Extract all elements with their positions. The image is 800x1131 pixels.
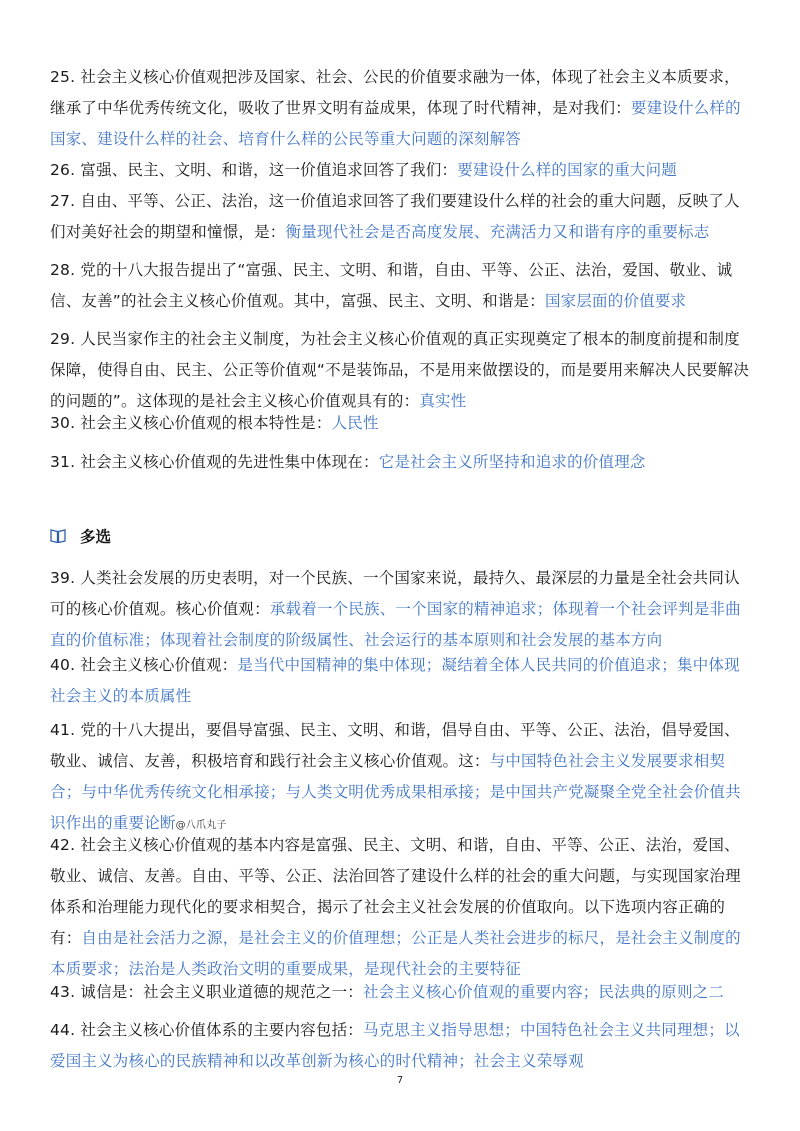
question-41: 41. 党的十八大提出，要倡导富强、民主、文明、和谐，倡导自由、平等、公正、法治，倡导爱国、敬业、诚信、友善，积极培育和践行社会主义核心价值观。这：与中国特色社会主义发展要求相契合；与中华优秀传统文化相承接；与人类文明优秀成果相承接；是中国共产党凝聚全党全社会价值共识作出的重要论断@八爪丸子 bbox=[50, 721, 741, 832]
answer-25: 要建设什么样的国家、建设什么样的社会、培育什么样的公民等重大问题的深刻解答 bbox=[50, 99, 741, 148]
question-29: 29. 人民当家作主的社会主义制度，为社会主义核心价值观的真正实现奠定了根本的制度前提和制度保障，使得自由、民主、公正等价值观“不是装饰品，不是用来做摆设的，而是要用来解决人民要解决的问题的”。这体现的是社会主义核心价值观具有的：真实性 bbox=[50, 330, 750, 410]
answer-31: 它是社会主义所坚持和追求的价值理念 bbox=[378, 453, 646, 471]
answer-26: 要建设什么样的国家的重大问题 bbox=[457, 161, 677, 179]
page-number: 7 bbox=[396, 1075, 404, 1086]
answer-44: 马克思主义指导思想；中国特色社会主义共同理想；以爱国主义为核心的民族精神和以改革创新为核心的时代精神；社会主义荣辱观 bbox=[50, 1021, 740, 1070]
question-28: 28. 党的十八大报告提出了“富强、民主、文明、和谐，自由、平等、公正、法治，爱国、敬业、诚信、友善”的社会主义核心价值观。其中，富强、民主、文明、和谐是：国家层面的价值要求 bbox=[50, 261, 733, 310]
book-icon bbox=[50, 529, 66, 543]
answer-39: 承载着一个民族、一个国家的精神追求；体现着一个社会评判是非曲直的价值标准；体现着社会制度的阶级属性、社会运行的基本原则和社会发展的基本方向 bbox=[50, 600, 741, 649]
answer-30: 人民性 bbox=[331, 414, 379, 432]
author-signature: @八爪丸子 bbox=[175, 820, 227, 831]
question-44: 44. 社会主义核心价值体系的主要内容包括：马克思主义指导思想；中国特色社会主义共同理想；以爱国主义为核心的民族精神和以改革创新为核心的时代精神；社会主义荣辱观 bbox=[50, 1021, 740, 1070]
answer-41: 与中国特色社会主义发展要求相契合；与中华优秀传统文化相承接；与人类文明优秀成果相承接；是中国共产党凝聚全党全社会价值共识作出的重要论断 bbox=[50, 752, 741, 832]
section-header-multiple-choice bbox=[50, 524, 111, 548]
question-25: 25. 社会主义核心价值观把涉及国家、社会、公民的价值要求融为一体，体现了社会主义本质要求，继承了中华优秀传统文化，吸收了世界文明有益成果，体现了时代精神，是对我们：要建设什么样的国家、建设什么样的社会、培育什么样的公民等重大问题的深刻解答 bbox=[50, 68, 741, 148]
question-27: 27. 自由、平等、公正、法治，这一价值追求回答了我们要建设什么样的社会的重大问题，反映了人们对美好社会的期望和憧憬，是：衡量现代社会是否高度发展、充满活力又和谐有序的重要标志 bbox=[50, 192, 740, 241]
answer-28: 国家层面的价值要求 bbox=[544, 292, 687, 310]
question-43: 43. 诚信是：社会主义职业道德的规范之一：社会主义核心价值观的重要内容；民法典的原则之二 bbox=[50, 983, 725, 1001]
question-30: 30. 社会主义核心价值观的根本特性是：人民性 bbox=[50, 414, 379, 432]
section-title: 多选 bbox=[80, 528, 112, 546]
answer-43: 社会主义核心价值观的重要内容；民法典的原则之二 bbox=[362, 983, 725, 1001]
question-39: 39. 人类社会发展的历史表明，对一个民族、一个国家来说，最持久、最深层的力量是全社会共同认可的核心价值观。核心价值观：承载着一个民族、一个国家的精神追求；体现着一个社会评判是非曲直的价值标准；体现着社会制度的阶级属性、社会运行的基本原则和社会发展的基本方向 bbox=[50, 569, 741, 649]
question-40: 40. 社会主义核心价值观：是当代中国精神的集中体现；凝结着全体人民共同的价值追求；集中体现社会主义的本质属性 bbox=[50, 656, 740, 705]
answer-27: 衡量现代社会是否高度发展、充满活力又和谐有序的重要标志 bbox=[285, 223, 710, 241]
answer-29: 真实性 bbox=[419, 392, 467, 410]
question-31: 31. 社会主义核心价值观的先进性集中体现在：它是社会主义所坚持和追求的价值理念 bbox=[50, 453, 646, 471]
question-42: 42. 社会主义核心价值观的基本内容是富强、民主、文明、和谐，自由、平等、公正、法治，爱国、敬业、诚信、友善。自由、平等、公正、法治回答了建设什么样的社会的重大问题，与实现国家治理体系和治理能力现代化的要求相契合，揭示了社会主义社会发展的价值取向。以下选项内容正确的有：自由是社会活力之源，是社会主义的价值理想；公正是人类社会进步的标尺，是社会主义制度的本质要求；法治是人类政治文明的重要成果，是现代社会的主要特征 bbox=[50, 836, 741, 978]
answer-40: 是当代中国精神的集中体现；凝结着全体人民共同的价值追求；集中体现社会主义的本质属性 bbox=[50, 656, 740, 705]
question-26: 26. 富强、民主、文明、和谐，这一价值追求回答了我们：要建设什么样的国家的重大问题 bbox=[50, 161, 677, 179]
answer-42: 自由是社会活力之源，是社会主义的价值理想；公正是人类社会进步的标尺，是社会主义制度的本质要求；法治是人类政治文明的重要成果，是现代社会的主要特征 bbox=[50, 929, 741, 978]
